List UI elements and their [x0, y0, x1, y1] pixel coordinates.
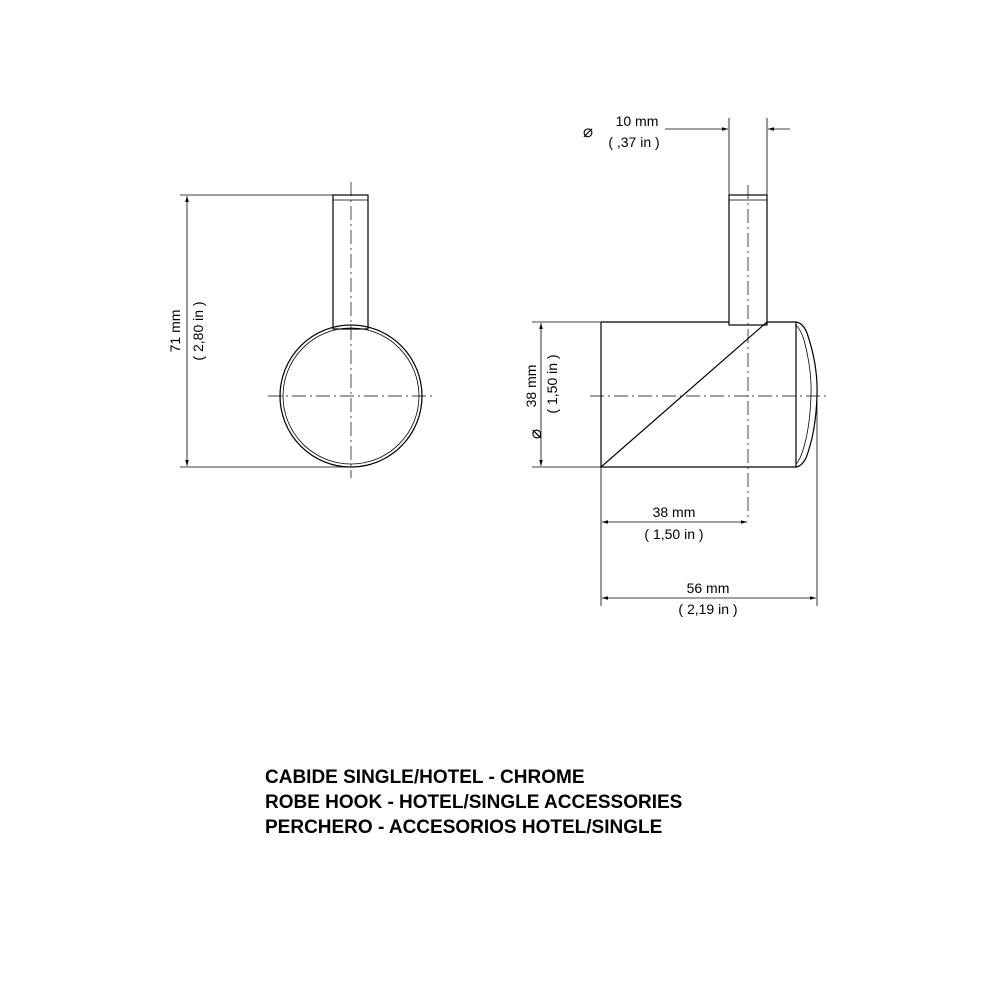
- side-end-cap: [796, 322, 817, 467]
- body-length-inch-label: ( 1,50 in ): [644, 526, 704, 542]
- title-line-3: PERCHERO - ACCESORIOS HOTEL/SINGLE: [265, 817, 663, 838]
- pin-mm-label: 10 mm: [615, 113, 659, 129]
- title-line-1: CABIDE SINGLE/HOTEL - CHROME: [265, 767, 585, 788]
- pin-diameter-symbol: ⌀: [582, 122, 594, 141]
- title-line-2: ROBE HOOK - HOTEL/SINGLE ACCESSORIES: [265, 792, 683, 813]
- side-end-cap-inner: [796, 325, 811, 464]
- total-length-mm-label: 56 mm: [686, 580, 730, 596]
- diameter-symbol: ⌀: [526, 428, 545, 440]
- front-view: [167, 182, 434, 478]
- pin-inch-label: ( ,37 in ): [608, 134, 660, 150]
- height-mm-label: 71 mm: [167, 309, 183, 353]
- diameter-inch-label: ( 1,50 in ): [544, 354, 560, 414]
- body-length-mm-label: 38 mm: [652, 504, 696, 520]
- title-block: [265, 767, 682, 838]
- height-inch-label: ( 2,80 in ): [190, 301, 206, 361]
- side-body: [601, 322, 796, 467]
- side-view: [523, 113, 826, 617]
- total-length-inch-label: ( 2,19 in ): [678, 601, 738, 617]
- diameter-mm-label: 38 mm: [523, 364, 539, 408]
- front-pin: [333, 195, 368, 329]
